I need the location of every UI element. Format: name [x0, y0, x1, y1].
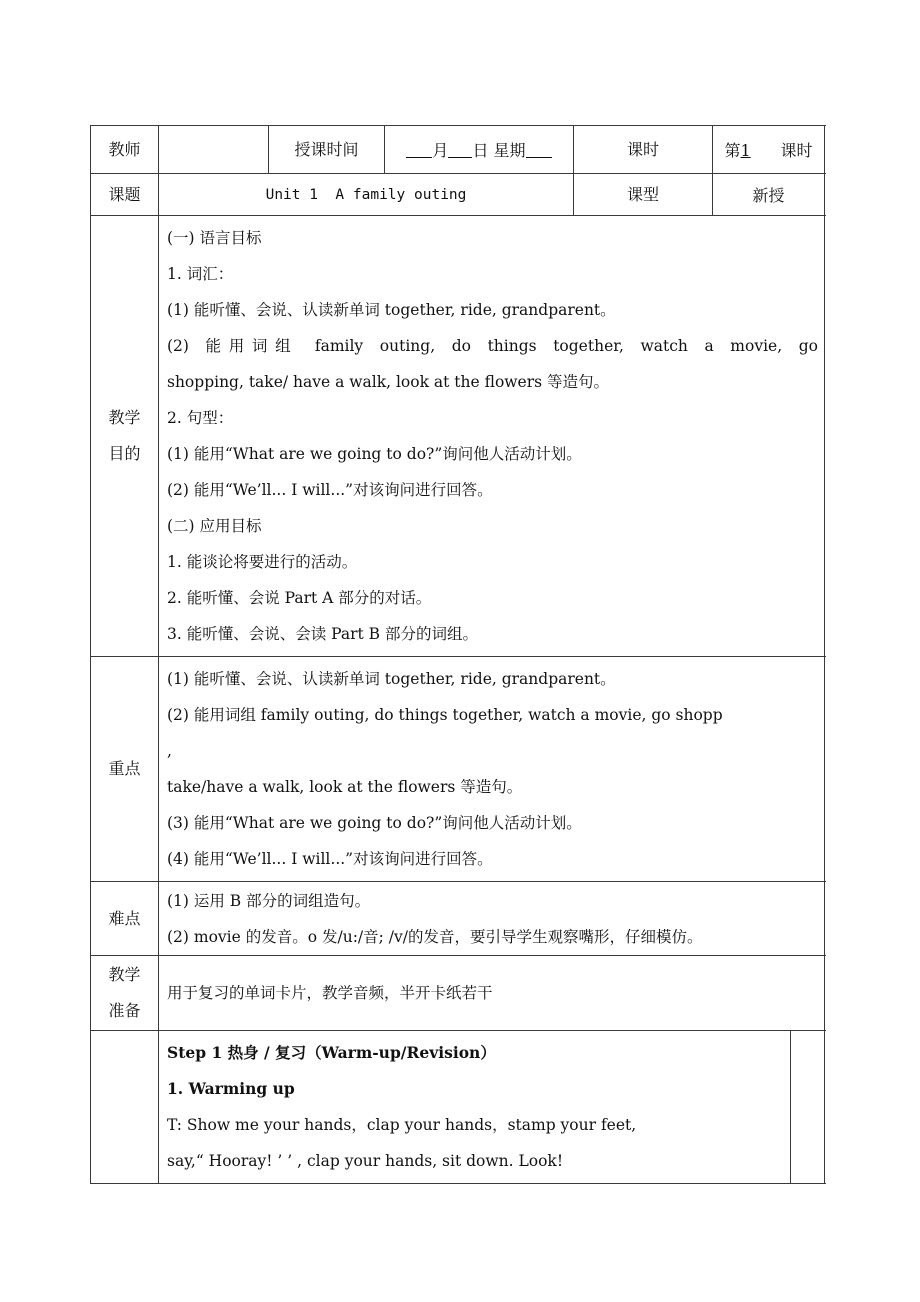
period-label: 课时 [574, 126, 713, 174]
period-value [713, 126, 825, 174]
objective-line: (一) 语言目标 [167, 229, 262, 247]
objective-line: (2) 能用词组 family outing, do things together, watch a movie, go [167, 337, 819, 355]
difficulties-content [159, 882, 825, 956]
header-row-1 [91, 126, 825, 174]
topic-label: 课题 [91, 174, 159, 216]
period-prefix: 第 [724, 141, 741, 160]
objective-line: 1. 词汇： [167, 265, 234, 283]
procedure-line: say,“ Hooray! ’ ’ , clap your hands, sit down. Look! [167, 1152, 564, 1170]
objectives-label [91, 216, 159, 657]
procedure-label [91, 1031, 159, 1184]
procedure-row [91, 1031, 825, 1184]
teacher-label: 教师 [91, 126, 159, 174]
objective-line: 2. 能听懂、会说 Part A 部分的对话。 [167, 589, 432, 607]
key-points-label: 重点 [91, 657, 159, 882]
key-point-line: (4) 能用“We’ll... I will...”对该询问进行回答。 [167, 850, 493, 868]
weekday-blank [526, 139, 552, 158]
procedure-line: T: Show me your hands，clap your hands，stamp your feet, [167, 1116, 637, 1134]
day-suffix: 日 [472, 141, 489, 160]
step-subtitle: 1. Warming up [167, 1079, 295, 1098]
key-point-line: , [167, 742, 172, 760]
step-title: Step 1 热身 / 复习（Warm-up/Revision） [167, 1043, 496, 1062]
objective-line: (二) 应用目标 [167, 517, 262, 535]
difficulty-line: (2) movie 的发音。o 发/u:/音; /v/的发音，要引导学生观察嘴形，仔细模仿。 [167, 927, 703, 946]
teacher-value [159, 126, 269, 174]
difficulty-line: (1) 运用 B 部分的词组造句。 [167, 891, 371, 910]
key-points-row [91, 657, 825, 882]
objective-line: (2) 能用“We’ll... I will...”对该询问进行回答。 [167, 481, 493, 499]
procedure-notes [791, 1031, 825, 1184]
lesson-type-value: 新授 [713, 174, 825, 216]
objectives-label-line1: 教学 [108, 408, 141, 427]
lesson-type-label: 课型 [574, 174, 713, 216]
preparation-content [159, 956, 825, 1031]
key-points-content [159, 657, 825, 882]
objectives-row [91, 216, 825, 657]
weekday-prefix: 星期 [493, 141, 526, 160]
preparation-label-line2: 准备 [108, 1001, 141, 1020]
month-suffix: 月 [432, 141, 449, 160]
preparation-row [91, 956, 825, 1031]
class-time-value [385, 126, 574, 174]
objective-line: (1) 能听懂、会说、认读新单词 together, ride, grandparent。 [167, 301, 616, 319]
objective-line: shopping, take/ have a walk, look at the flowers 等造句。 [167, 373, 610, 391]
month-blank [406, 139, 432, 158]
key-point-line: take/have a walk, look at the flowers 等造句。 [167, 778, 523, 796]
objectives-content [159, 216, 825, 657]
header-row-2 [91, 174, 825, 216]
preparation-label [91, 956, 159, 1031]
lesson-plan-table [90, 125, 825, 1184]
key-point-line: (2) 能用词组 family outing, do things together, watch a movie, go shopp [167, 706, 723, 724]
period-number: 1 [740, 141, 751, 160]
difficulties-label: 难点 [91, 882, 159, 956]
objective-line: 1. 能谈论将要进行的活动。 [167, 553, 358, 571]
class-time-label: 授课时间 [269, 126, 385, 174]
difficulties-row [91, 882, 825, 956]
procedure-content [159, 1031, 791, 1184]
period-suffix: 课时 [780, 141, 813, 160]
key-point-line: (1) 能听懂、会说、认读新单词 together, ride, grandparent。 [167, 670, 616, 688]
objective-line: (1) 能用“What are we going to do?”询问他人活动计划。 [167, 445, 582, 463]
preparation-label-line1: 教学 [108, 965, 141, 984]
objectives-label-line2: 目的 [108, 444, 141, 463]
day-blank [448, 139, 472, 158]
objective-line: 2. 句型： [167, 409, 234, 427]
objective-line: 3. 能听懂、会说、会读 Part B 部分的词组。 [167, 625, 479, 643]
key-point-line: (3) 能用“What are we going to do?”询问他人活动计划。 [167, 814, 582, 832]
preparation-text: 用于复习的单词卡片，教学音频，半开卡纸若干 [167, 984, 493, 1002]
topic-value: Unit 1 A family outing [159, 174, 574, 216]
